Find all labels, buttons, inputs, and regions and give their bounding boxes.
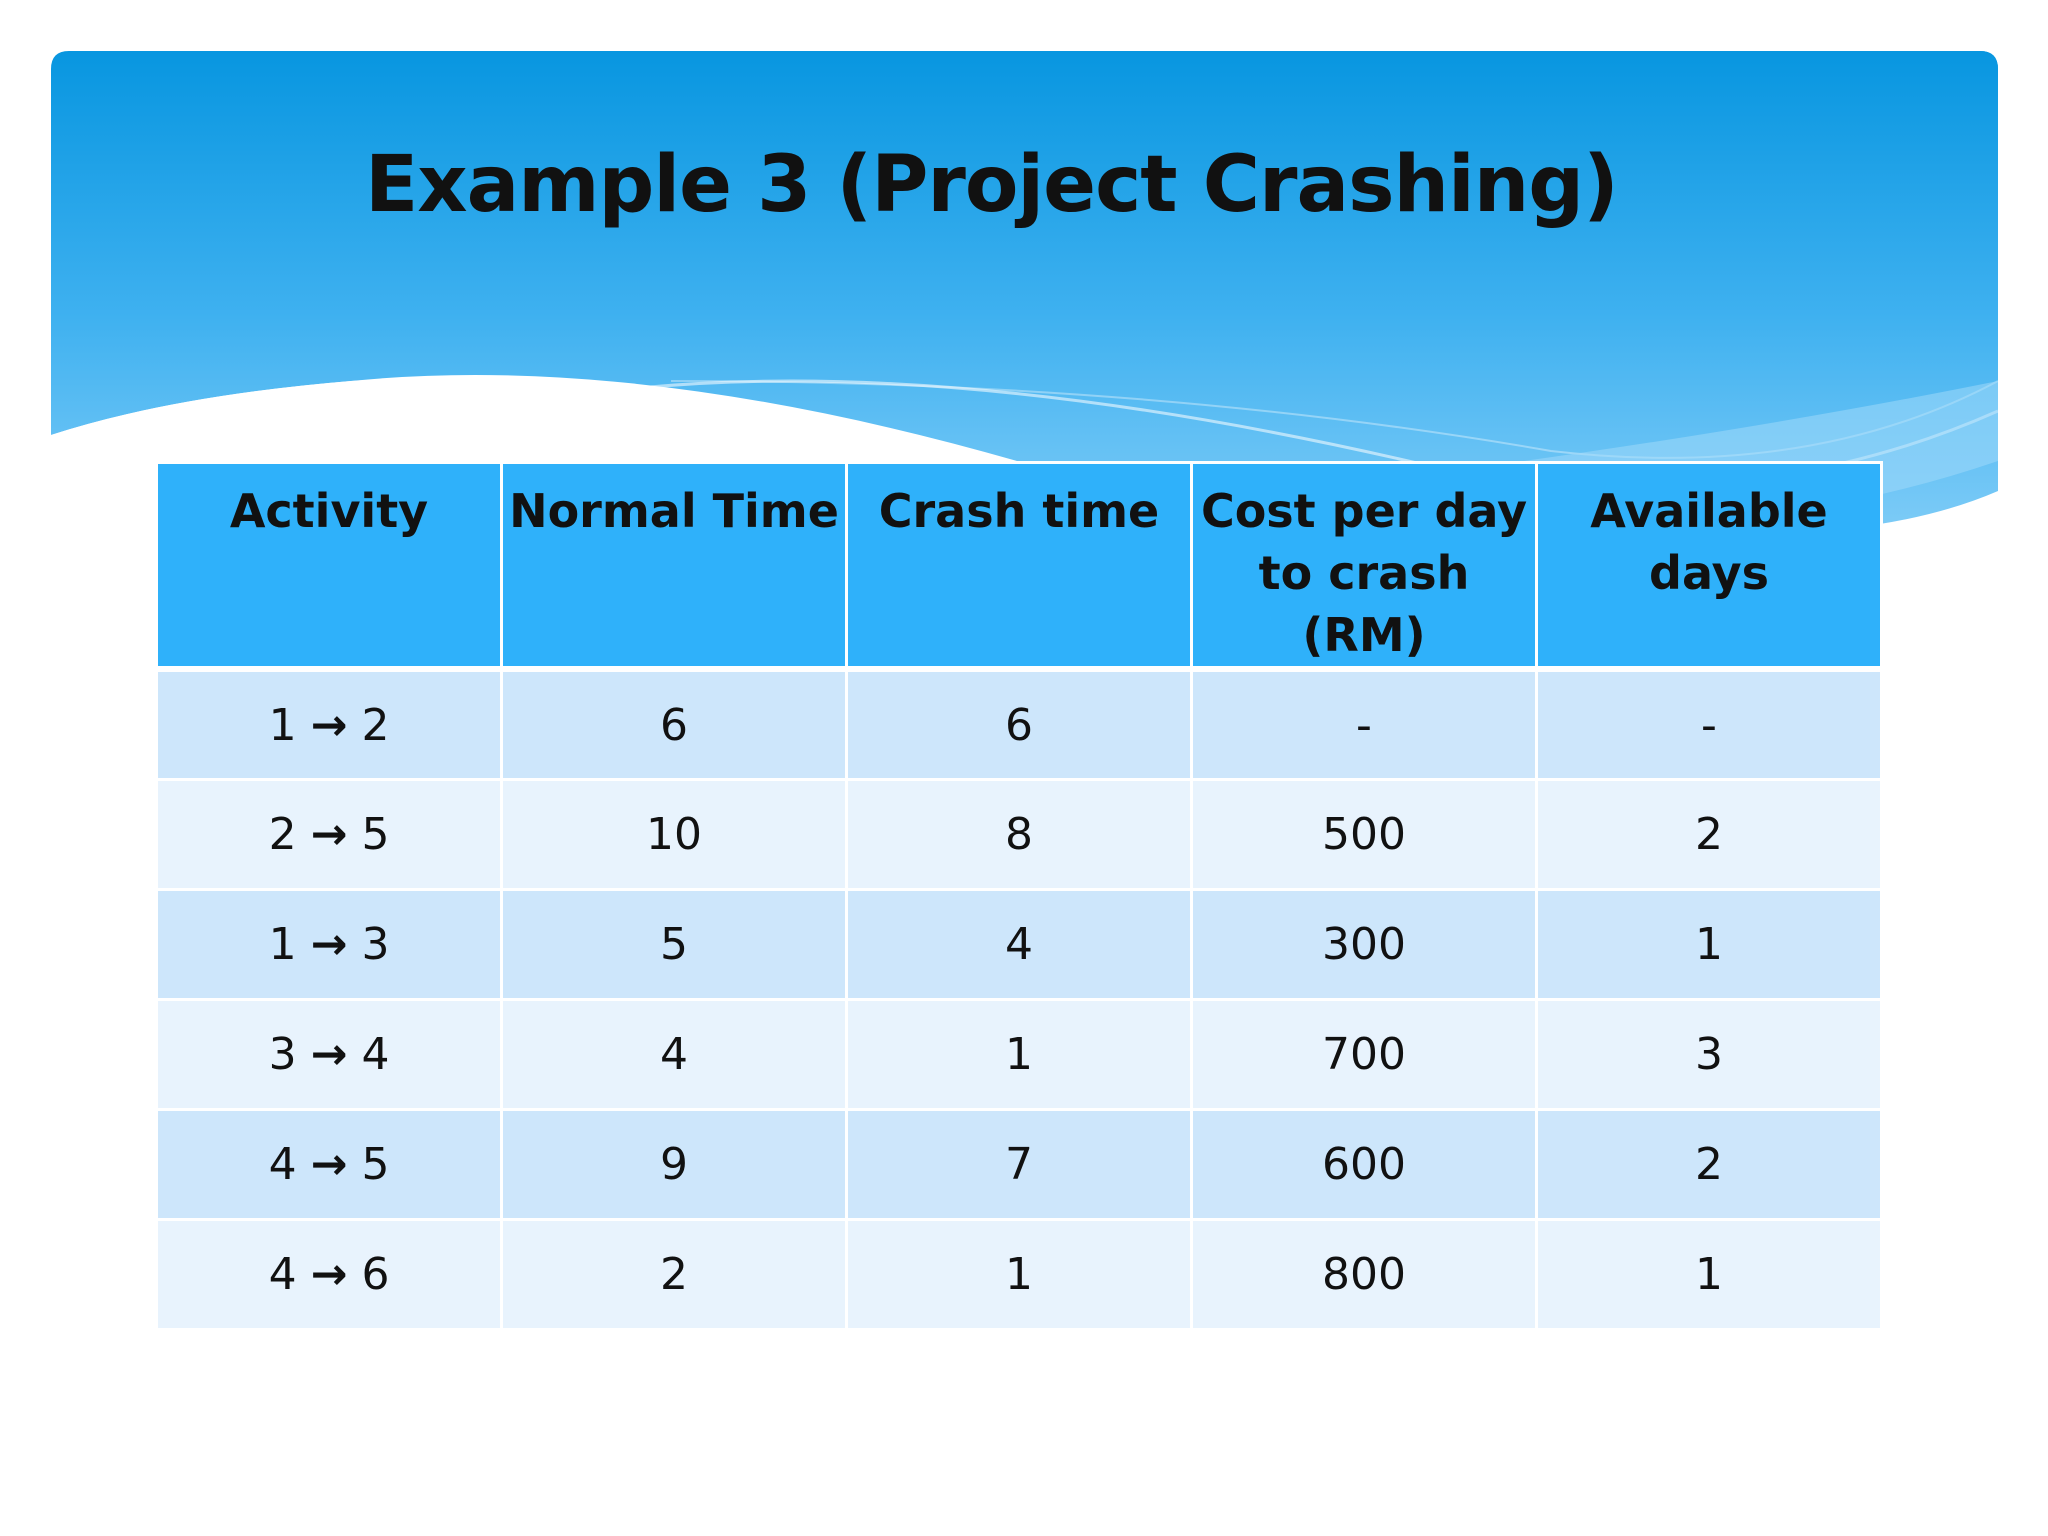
cell-available: - — [1537, 669, 1882, 779]
activity-to: 2 — [361, 700, 390, 751]
activity-from: 4 — [268, 1248, 297, 1300]
cell-cost: 300 — [1192, 889, 1537, 999]
header-crash-time — [847, 463, 1192, 670]
activity-to: 6 — [361, 1248, 390, 1300]
cell-available: 1 — [1537, 1219, 1882, 1329]
header-cost-per-day — [1192, 463, 1537, 670]
cell-cost: - — [1192, 669, 1537, 779]
cell-available: 1 — [1537, 889, 1882, 999]
cell-crash-time: 1 — [847, 1219, 1192, 1329]
cell-normal-time: 10 — [502, 779, 847, 889]
arrow-right-icon: → — [310, 1248, 348, 1300]
activity-from: 1 — [268, 918, 297, 970]
crashing-table — [155, 461, 1883, 1331]
header-activity-label: Activity — [229, 484, 429, 538]
cell-crash-time: 1 — [847, 999, 1192, 1109]
cell-activity — [157, 779, 502, 889]
header-cost-line2: to crash (RM) — [1258, 546, 1470, 662]
activity-from: 1 — [268, 700, 297, 751]
cell-activity — [157, 669, 502, 779]
table-row — [157, 889, 1882, 999]
activity-from: 2 — [268, 808, 297, 860]
activity-to: 3 — [361, 918, 390, 970]
header-available-line1: Available — [1590, 484, 1828, 538]
table-row — [157, 1219, 1882, 1329]
cell-available: 2 — [1537, 1109, 1882, 1219]
table-row — [157, 1109, 1882, 1219]
cell-crash-time: 4 — [847, 889, 1192, 999]
activity-to: 5 — [361, 1138, 390, 1190]
cell-crash-time: 6 — [847, 669, 1192, 779]
cell-crash-time: 7 — [847, 1109, 1192, 1219]
arrow-right-icon: → — [310, 808, 348, 860]
cell-cost: 600 — [1192, 1109, 1537, 1219]
arrow-right-icon: → — [310, 1028, 348, 1080]
cell-crash-time: 8 — [847, 779, 1192, 889]
cell-cost: 800 — [1192, 1219, 1537, 1329]
cell-cost: 500 — [1192, 779, 1537, 889]
cell-available: 3 — [1537, 999, 1882, 1109]
header-crash-time-label: Crash time — [878, 484, 1160, 538]
cell-available: 2 — [1537, 779, 1882, 889]
table-row — [157, 669, 1882, 779]
table-header-row — [157, 463, 1882, 670]
crashing-table-wrap — [155, 461, 1880, 1331]
arrow-right-icon: → — [310, 700, 348, 751]
activity-to: 4 — [361, 1028, 390, 1080]
cell-activity — [157, 1219, 502, 1329]
arrow-right-icon: → — [310, 918, 348, 970]
cell-normal-time: 6 — [502, 669, 847, 779]
table-row — [157, 779, 1882, 889]
header-normal-time — [502, 463, 847, 670]
header-cost-line1: Cost per day — [1200, 484, 1528, 538]
slide-title: Example 3 (Project Crashing) — [365, 140, 1618, 230]
cell-normal-time: 9 — [502, 1109, 847, 1219]
cell-activity — [157, 889, 502, 999]
activity-from: 4 — [268, 1138, 297, 1190]
header-normal-time-label: Normal Time — [509, 484, 839, 538]
cell-normal-time: 4 — [502, 999, 847, 1109]
header-available-line2: days — [1649, 546, 1769, 600]
table-row — [157, 999, 1882, 1109]
cell-normal-time: 5 — [502, 889, 847, 999]
cell-cost: 700 — [1192, 999, 1537, 1109]
header-available-days — [1537, 463, 1882, 670]
activity-to: 5 — [361, 808, 390, 860]
cell-normal-time: 2 — [502, 1219, 847, 1329]
activity-from: 3 — [268, 1028, 297, 1080]
cell-activity — [157, 1109, 502, 1219]
cell-activity — [157, 999, 502, 1109]
arrow-right-icon: → — [310, 1138, 348, 1190]
header-activity — [157, 463, 502, 670]
